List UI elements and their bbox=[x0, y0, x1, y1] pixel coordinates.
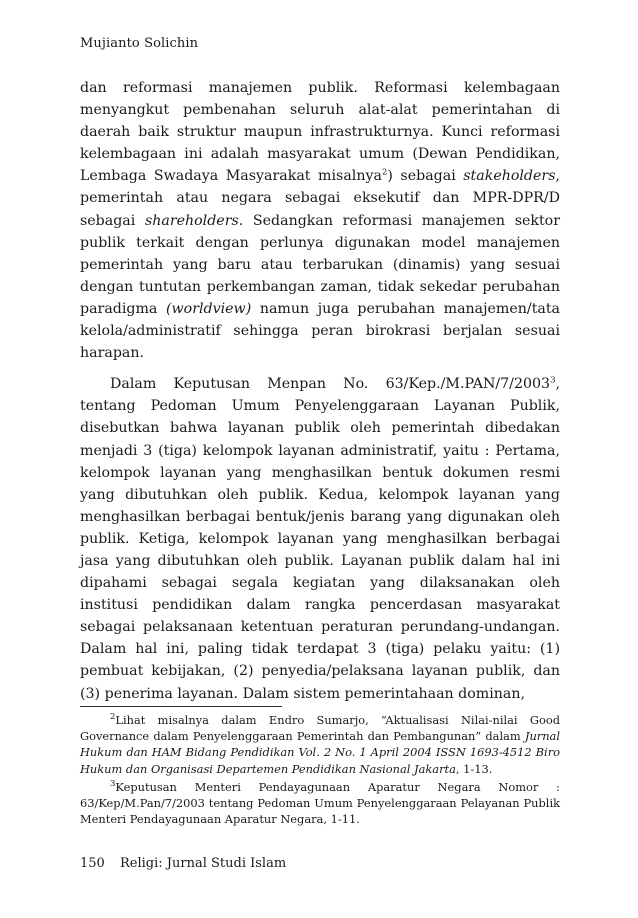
paragraph-2-text-a: Dalam Keputusan Menpan No. 63/Kep./M.PAN/7/2003 bbox=[110, 376, 551, 393]
footnote-divider bbox=[80, 706, 282, 707]
paragraph-1-text-c: , pemerintah atau negara sebagai eksekutif dan MPR-DPR/D sebagai bbox=[80, 168, 560, 229]
footnote-ref-2[interactable]: 2 bbox=[381, 167, 388, 178]
page-footer bbox=[80, 856, 286, 871]
page-number: 150 bbox=[80, 856, 105, 871]
paragraph-1-text-a: dan reformasi manajemen publik. Reformasi kelembagaan menyangkut pembenahan seluruh alat-alat pemerintahan di daerah baik struktur maupun infrastrukturnya. Kunci reformasi kelembagaan ini adalah masyarakat umum (Dewan Pendidikan, Lembaga Swadaya Masyarakat misalnya bbox=[80, 80, 560, 185]
paragraph-2 bbox=[80, 373, 560, 704]
body-text bbox=[80, 77, 560, 705]
paragraph-1-text-d: . Sedangkan reformasi manajemen sektor publik terkait dengan perlunya digunakan model manajemen pemerintah yang baru atau terbarukan (dinamis) yang sesuai dengan tuntutan perkembangan zaman, tidak sekedar perubahan paradigma bbox=[80, 212, 560, 317]
footnote-2-journal: Jurnal Hukum dan HAM Bidang Pendidikan Vol. 2 No. 1 April 2004 ISSN 1693-4512 Biro Hukum dan Organisasi Departemen Pendidikan Nasional Jakarta bbox=[80, 729, 560, 776]
footnote-3 bbox=[80, 779, 560, 828]
footnote-3-mark: 3 bbox=[110, 779, 116, 790]
footnotes bbox=[80, 712, 560, 827]
paragraph-1 bbox=[80, 77, 560, 364]
footnote-2-text-b: , 1-13. bbox=[455, 761, 493, 776]
running-head-author: Mujianto Solichin bbox=[80, 36, 199, 51]
paragraph-1-text-b: ) sebagai bbox=[387, 168, 464, 185]
footnote-2-text-a: Lihat misalnya dalam Endro Sumarjo, “Aktualisasi Nilai-nilai Good Governance dalam Penyelenggaraan Pemerintah dan Pembangunan” dalam bbox=[80, 713, 560, 744]
footnote-ref-3[interactable]: 3 bbox=[550, 375, 556, 386]
footnote-2-mark: 2 bbox=[110, 712, 116, 723]
journal-title: Religi: Jurnal Studi Islam bbox=[120, 856, 287, 871]
footnote-3-text: Keputusan Menteri Pendayagunaan Aparatur Negara Nomor : 63/Kep/M.Pan/7/2003 tentang Pedoman Umum Penyelenggaraan Pelayanan Publik Menteri Pendayagunaan Aparatur Negara, 1-11. bbox=[80, 779, 560, 827]
paragraph-1-text-e: namun juga perubahan manajemen/tata kelola/administratif sehingga peran birokrasi berjalan sesuai harapan. bbox=[80, 300, 561, 362]
term-stakeholders: stakeholders bbox=[463, 168, 556, 185]
paragraph-2-text-b: , tentang Pedoman Umum Penyelenggaraan Layanan Publik, disebutkan bahwa layanan publik oleh pemerintah dibedakan menjadi 3 (tiga) kelompok layanan administratif, yaitu : Pertama, kelompok layanan yang menghasilkan bentuk dokumen resmi yang dibutuhkan oleh publik. Kedua, kelompok layanan yang menghasilkan berbagai bentuk/jenis barang yang digunakan oleh publik. Ketiga, kelompok layanan yang menghasilkan berbagai jasa yang dibutuhkan oleh publik. Layanan publik dalam hal ini dipahami sebagai segala kegiatan yang dilaksanakan oleh institusi pendidikan dalam rangka pencerdasan masyarakat sebagai pelaksanaan ketentuan peraturan perundang-undangan. Dalam hal ini, paling tidak terdapat 3 (tiga) pelaku yaitu: (1) pembuat kebijakan, (2) penyedia/pelaksana layanan publik, dan (3) penerima layanan. Dalam sistem pemerintahaan dominan, bbox=[80, 376, 560, 702]
footnote-2 bbox=[80, 712, 560, 777]
term-shareholders: shareholders bbox=[144, 212, 239, 229]
term-worldview: (worldview) bbox=[165, 300, 252, 317]
